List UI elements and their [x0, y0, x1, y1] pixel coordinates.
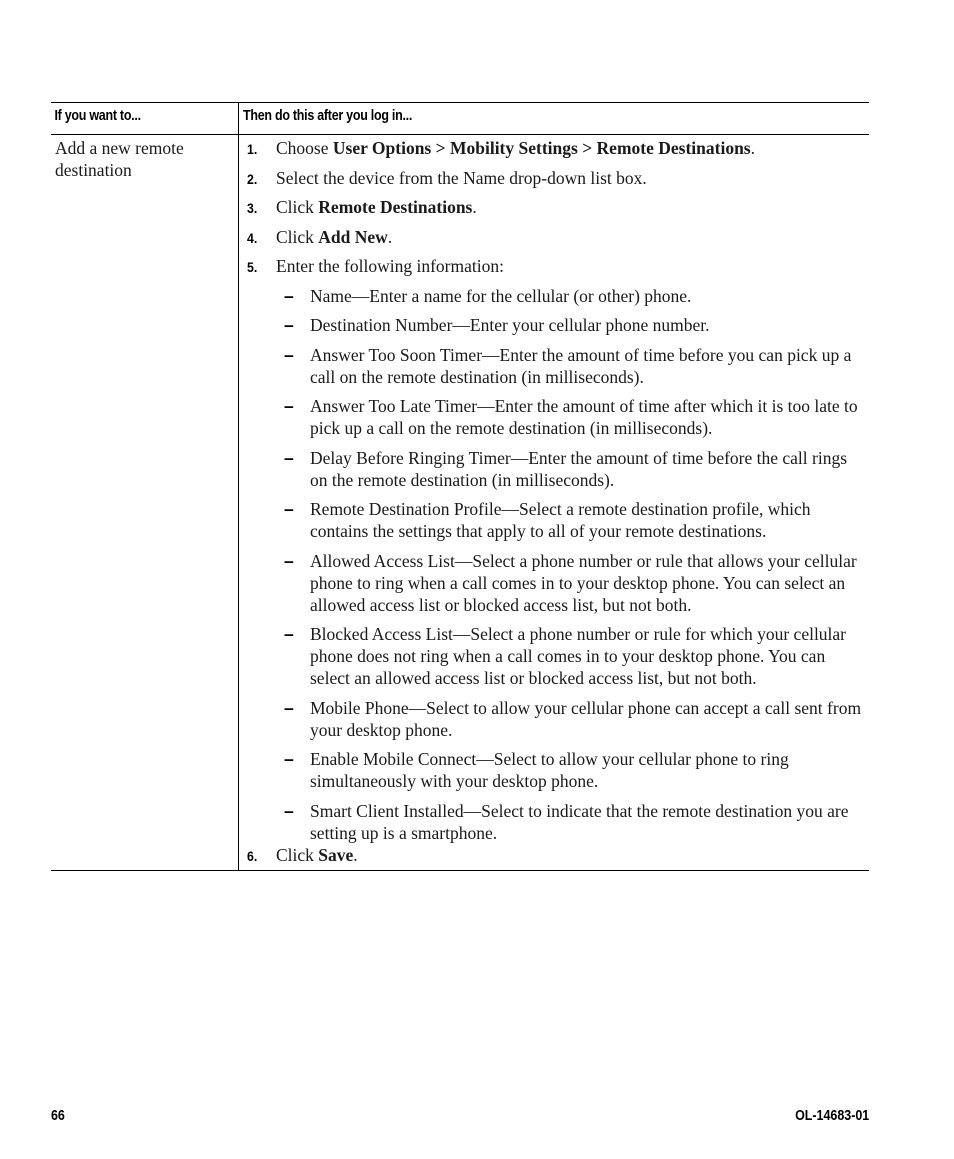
- step-5: 5. Enter the following information: – Name—Enter a name for the cellular (or other) phone. – Destination Number—Enter your cellular phone number. – Answer Too Soon Timer—Enter the amount of time before you can pick up a call on the remote destination (in milliseconds). – Answer Too Late Timer—Enter the amount of time after which it is too late to pick up a call on the remote destination (in milliseconds). – Delay Before Ringing Timer—Enter the amount of time before the call rings on the remote destination (in milliseconds). – Remote Destination Profile—Select a remote destination profile, which contains the settings that apply to all of your remote destinations. – Allowed Access List—Select a phone number or rule that allows your cellular phone to ring when a call comes in to your desktop phone. You can select an allowed access list or blocked access list, but not both. – Blocked Access List—Select a phone number or rule for which your cellular phone does not ring when a call comes in to your desktop phone. You can select an allowed access list or blocked access list, but not both. – Mobile Phone—Select to allow your cellular phone can accept a call sent from your desktop phone. – Enable Mobile Connect—Select to allow your cellular phone to ring simultaneously with your desktop phone. – Smart Client Installed—Select to indicate that the remote destination you are setting up is a smartphone.: [239, 255, 869, 844]
- step-1: 1. Choose User Options > Mobility Settings > Remote Destinations.: [247, 138, 755, 158]
- step-2: 2. Select the device from the Name drop-down list box.: [247, 167, 647, 188]
- step-number: 6.: [247, 847, 258, 864]
- list-item: – Name—Enter a name for the cellular (or other) phone.: [284, 285, 692, 306]
- ui-label: Save: [318, 844, 354, 865]
- dash-bullet: –: [284, 447, 294, 468]
- dash-bullet: –: [284, 396, 294, 416]
- step-number: 2.: [247, 170, 258, 187]
- list-item: – Blocked Access List—Select a phone number or rule for which your cellular phone does not ring when a call comes in to your desktop phone. You can select an allowed access list or blocked access list, but not both.: [284, 624, 847, 688]
- step-number: 5.: [247, 259, 258, 275]
- list-item: – Destination Number—Enter your cellular phone number.: [284, 315, 710, 335]
- dash-bullet: –: [284, 285, 294, 306]
- dash-bullet: –: [284, 697, 294, 718]
- dash-bullet: –: [284, 624, 294, 644]
- dash-bullet: –: [284, 344, 294, 365]
- step-number: 4.: [247, 229, 258, 246]
- list-item: – Delay Before Ringing Timer—Enter the amount of time before the call rings on the remote destination (in milliseconds).: [284, 447, 848, 490]
- page-number: 66: [51, 1108, 65, 1124]
- field-list: [276, 285, 869, 844]
- list-item: – Enable Mobile Connect—Select to allow your cellular phone to ring simultaneously with your desktop phone.: [284, 749, 789, 791]
- step-number: 1.: [247, 141, 258, 157]
- document-id: OL-14683-01: [794, 1108, 869, 1124]
- dash-bullet: –: [284, 315, 294, 335]
- dash-bullet: –: [284, 499, 294, 519]
- table-row: [51, 135, 869, 870]
- list-item: – Answer Too Late Timer—Enter the amount of time after which it is too late to pick up a call on the remote destination (in milliseconds).: [284, 396, 858, 438]
- task-cell: Add a new remote destination: [55, 138, 184, 180]
- list-item: – Remote Destination Profile—Select a remote destination profile, which contains the settings that apply to all of your remote destinations.: [284, 499, 811, 541]
- ui-label: Remote Destinations: [318, 197, 473, 217]
- list-item: – Answer Too Soon Timer—Enter the amount of time before you can pick up a call on the remote destination (in milliseconds).: [284, 344, 852, 387]
- step-number: 3.: [247, 200, 258, 216]
- dash-bullet: –: [284, 749, 294, 769]
- steps-cell: [238, 135, 869, 870]
- header-cell-task: If you want to...: [54, 108, 141, 124]
- step-6: 6. Click Save.: [247, 844, 358, 865]
- header-cell-steps: Then do this after you log in...: [238, 103, 869, 134]
- dash-bullet: –: [284, 800, 294, 821]
- list-item: – Smart Client Installed—Select to indicate that the remote destination you are setting up is a smartphone.: [284, 800, 849, 843]
- list-item: – Allowed Access List—Select a phone number or rule that allows your cellular phone to ring when a call comes in to your desktop phone. You can select an allowed access list or blocked access list, but not both.: [284, 550, 857, 615]
- table-header-row: [51, 103, 869, 135]
- dash-bullet: –: [284, 550, 294, 571]
- menu-path: User Options > Mobility Settings > Remote Destinations: [332, 138, 751, 158]
- step-3: 3. Click Remote Destinations.: [247, 197, 477, 217]
- step-4: 4. Click Add New.: [247, 226, 393, 247]
- ui-label: Add New: [318, 226, 388, 247]
- instruction-table: [51, 102, 869, 871]
- list-item: – Mobile Phone—Select to allow your cellular phone can accept a call sent from your desktop phone.: [284, 697, 862, 740]
